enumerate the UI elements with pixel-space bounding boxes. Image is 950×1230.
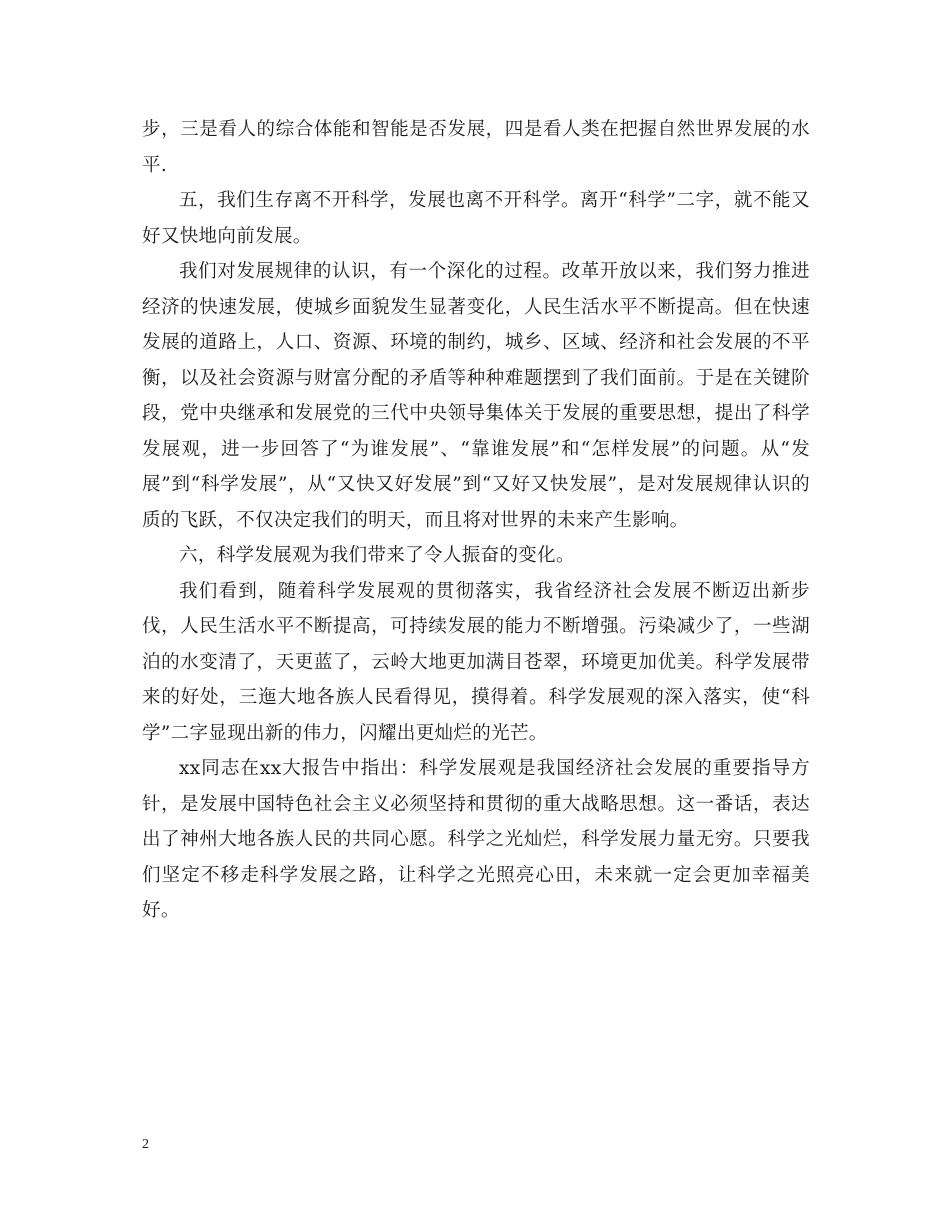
paragraph-continuation: 步，三是看人的综合体能和智能是否发展，四是看人类在把握自然世界发展的水平. [142,119,810,176]
paragraph-changes: 我们看到，随着科学发展观的贯彻落实，我省经济社会发展不断迈出新步伐，人民生活水平不断提高，可持续发展的能力不断增强。污染减少了，一些湖泊的水变清了，天更蓝了，云岭大地更加满目苍翠，环境更加优美。科学发展带来的好处，三迤大地各族人民看得见，摸得着。科学发展观的深入落实，使“科学”二字显现出新的伟力，闪耀出更灿烂的光芒。 [142,580,810,744]
paragraph-point-six: 六，科学发展观为我们带来了令人振奋的变化。 [179,545,575,566]
document-body [142,112,810,929]
paragraph-point-five: 五，我们生存离不开科学，发展也离不开科学。离开“科学”二字，就不能又好又快地向前发展。 [142,190,810,247]
page-number: 2 [142,1137,149,1152]
paragraph-conclusion: xx同志在xx大报告中指出：科学发展观是我国经济社会发展的重要指导方针，是发展中国特色社会主义必须坚持和贯彻的重大战略思想。这一番话，表达出了神州大地各族人民的共同心愿。科学之光灿烂，科学发展力量无穷。只要我们坚定不移走科学发展之路，让科学之光照亮心田，未来就一定会更加幸福美好。 [142,758,810,921]
paragraph-development-law: 我们对发展规律的认识，有一个深化的过程。改革开放以来，我们努力推进经济的快速发展，使城乡面貌发生显著变化，人民生活水平不断提高。但在快速发展的道路上，人口、资源、环境的制约，城乡、区域、经济和社会发展的不平衡，以及社会资源与财富分配的矛盾等种种难题摆到了我们面前。于是在关键阶段，党中央继承和发展党的三代中央领导集体关于发展的重要思想，提出了科学发展观，进一步回答了“为谁发展”、“靠谁发展”和“怎样发展”的问题。从“发展”到“科学发展”，从“又快又好发展”到“又好又快发展”，是对发展规律认识的质的飞跃，不仅决定我们的明天，而且将对世界的未来产生影响。 [142,261,810,531]
